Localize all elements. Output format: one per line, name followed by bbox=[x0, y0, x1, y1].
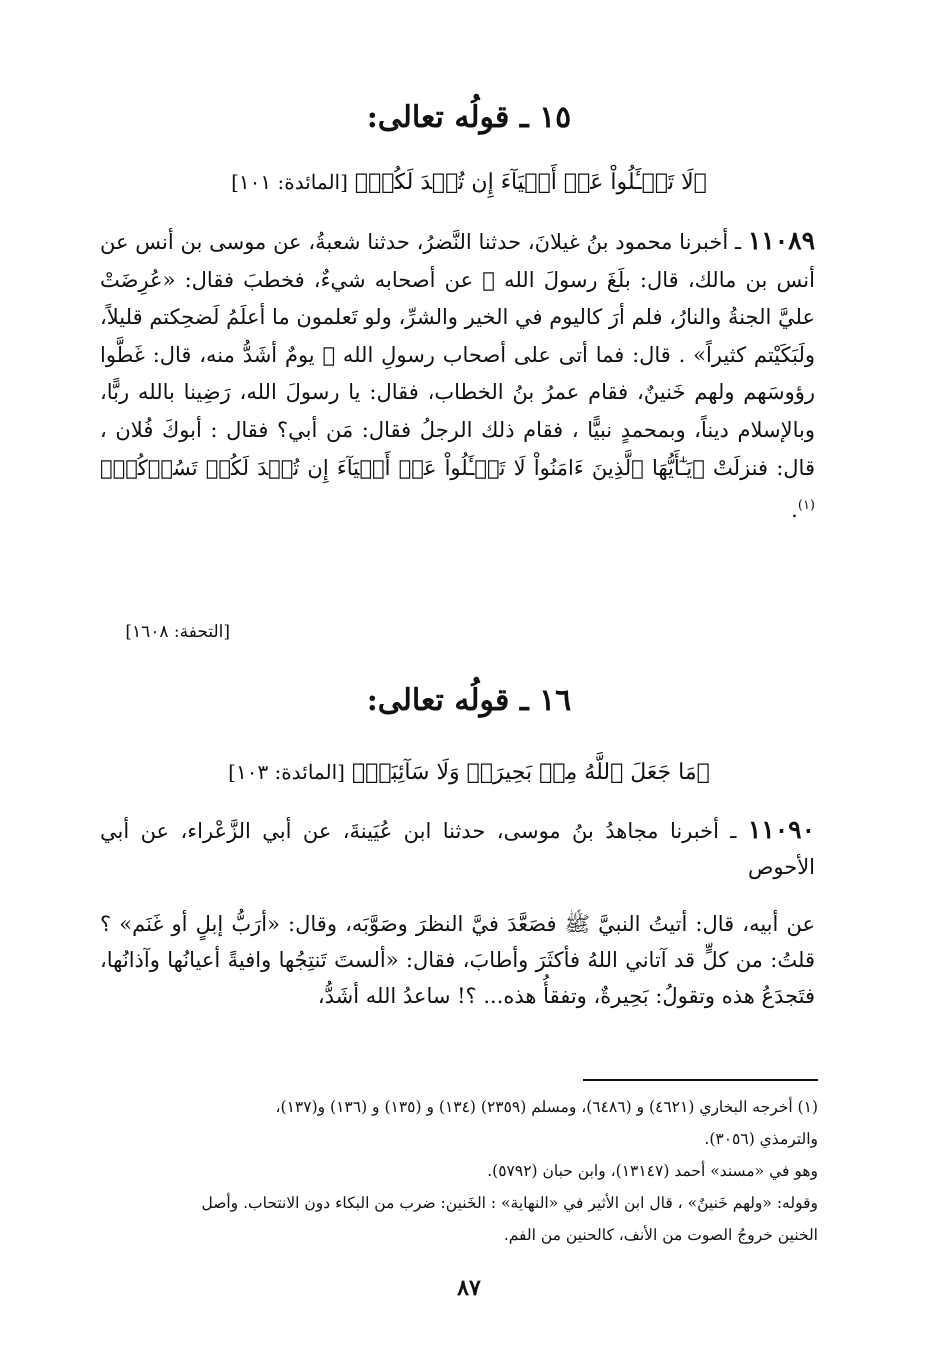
section-16-heading: ١٦ ـ قولُه تعالى: bbox=[366, 683, 572, 718]
hadith-11089 bbox=[100, 222, 815, 530]
hadith-text: ـ أخبرنا مجاهدُ بنُ موسى، حدثنا ابن عُيَينةَ، عن أبي الزَّعْراء، عن أبي الأحوص bbox=[100, 819, 815, 879]
hadith-text: عن أبيه، قال: أتيتُ النبيَّ ﷺ فصَعَّدَ فيَّ النظرَ وصَوَّبَه، وقال: «أرَبُّ إبلٍ أو غَنَم» ؟ قلتُ: من كلٍّ قد آتاني اللهُ فأكثَرَ وأطابَ، فقال: «ألستَ تَنتِجُها وافيةً أعيانُها وآذانُها، فتَجدَعُ هذه وتقولُ: بَحِيرةٌ، وتفقأُ هذه... ؟! ساعدُ الله أشَدُّ، bbox=[100, 912, 815, 1008]
footnote-line: وقوله: «ولهم خَنينٌ» ، قال ابن الأثير في «النهاية» : الخَنين: ضرب من البكاء دون الانتحاب. وأصل bbox=[201, 1194, 818, 1212]
footnote-line: الخنين خروجُ الصوت من الأنف، كالحنين من الفم. bbox=[503, 1226, 818, 1244]
section-15-verse-line bbox=[0, 170, 938, 195]
footnote-line: والترمذي (٣٠٥٦). bbox=[704, 1130, 818, 1148]
footnote-marker[interactable]: (١) bbox=[797, 498, 815, 514]
page-number: ٨٧ bbox=[457, 1275, 481, 1301]
verse-reference: [المائدة: ١٠٣] bbox=[228, 760, 345, 784]
verse-reference: [المائدة: ١٠١] bbox=[231, 170, 348, 194]
hadith-number: ١١٠٩٠ bbox=[747, 815, 815, 844]
footnote-separator bbox=[583, 1079, 818, 1081]
section-16-verse-line bbox=[0, 760, 938, 785]
section-15-heading: ١٥ ـ قولُه تعالى: bbox=[366, 100, 572, 135]
footnotes bbox=[100, 1091, 818, 1251]
footnote-line: (١) أخرجه البخاري (٤٦٢١) و (٦٤٨٦)، ومسلم (٢٣٥٩) (١٣٤) و (١٣٥) و (١٣٦) و(١٣٧)، bbox=[275, 1098, 818, 1116]
hadith-11090-body bbox=[100, 906, 815, 1014]
hadith-end: . bbox=[791, 498, 798, 523]
hadith-11090-intro bbox=[100, 812, 815, 885]
tuhfa-reference: [التحفة: ١٦٠٨] bbox=[125, 622, 230, 642]
footnote-line: وهو في «مسند» أحمد (١٣١٤٧)، وابن حبان (٥٧٩٢). bbox=[487, 1162, 818, 1180]
quran-verse: ﴿مَا جَعَلَ ٱللَّهُ مِنۢ بَحِيرَةٖ وَلَا سَآئِبَةٖ﴾ bbox=[351, 760, 710, 785]
hadith-text: ـ أخبرنا محمود بنُ غيلانَ، حدثنا النَّضرُ، حدثنا شعبةُ، عن موسى بن أنس عن أنس بن مالك، قال: بلَغَ رسولَ الله ﷺ عن أصحابه شيءٌ، فخطبَ فقال: «عُرِضَتْ عليَّ الجنةُ والنارُ، فلم أرَ كاليوم في الخير والشرِّ، ولو تَعلمون ما أعلَمُ لَضحِكتم قليلاً، ولَبَكَيْتم كثيراً» . قال: فما أتى على أصحاب رسولِ الله ﷺ يومٌ أشَدُّ منه، قال: غَطَّوا رؤوسَهم ولهم خَنينٌ، فقام عمرُ بنُ الخطاب، فقال: يا رسولَ الله، رَضِينا بالله ربًّا، وبالإسلام ديناً، وبمحمدٍ نبيًّا ، فقام ذلك الرجلُ فقال: مَن أبي؟ فقال : أبوكَ فُلان ، قال: فنزلَتْ ﴿يَـٰٓأَيُّهَا ٱلَّذِينَ ءَامَنُواْ لَا تَسۡـَٔلُواْ عَنۡ أَشۡيَآءَ إِن تُبۡدَ لَكُمۡ تَسُؤۡكُمۡ﴾ bbox=[100, 230, 815, 480]
quran-verse: ﴿لَا تَسۡـَٔلُواْ عَنۡ أَشۡيَآءَ إِن تُبۡدَ لَكُمۡ﴾ bbox=[354, 170, 707, 195]
hadith-number: ١١٠٨٩ bbox=[747, 226, 815, 255]
